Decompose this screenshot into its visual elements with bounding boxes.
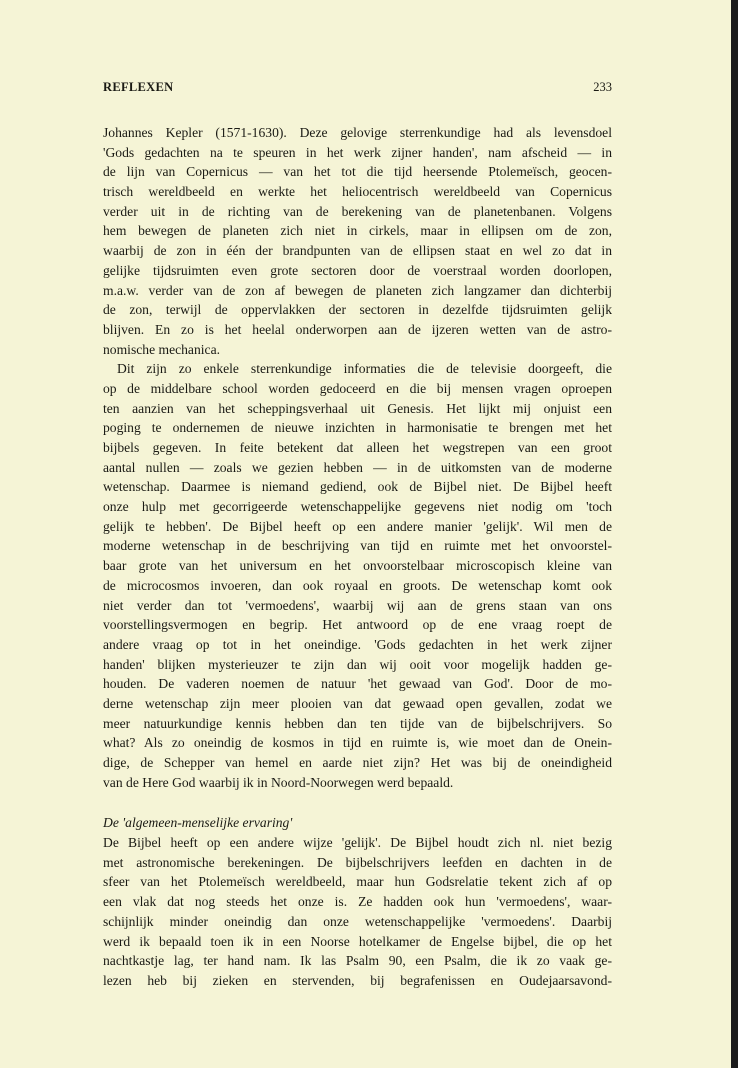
text-line: ten aanzien van het scheppingsverhaal uit Genesis. Het lijkt mij onjuist een [103, 400, 612, 416]
text-line: werd ik bepaald toen ik in een Noorse hotelkamer de Engelse bijbel, die op het [103, 933, 612, 949]
running-title: REFLEXEN [103, 80, 174, 94]
body-text [103, 123, 612, 991]
text-line: onze hulp met gecorrigeerde wetenschappelijke gegevens niet nodig om 'toch [103, 499, 612, 515]
running-header [103, 80, 612, 100]
text-line: waarbij de zon in één der brandpunten van de ellipsen staat en wel zo dat in [103, 243, 612, 259]
text-line: lezen heb bij zieken en stervenden, bij begrafenissen en Oudejaarsavond- [103, 972, 612, 988]
text-line: een vlak dat nog steeds het onze is. Ze hadden ook hun 'vermoedens', waar- [103, 894, 612, 910]
text-line: moderne wetenschap in de beschrijving van tijd en ruimte met het onvoorstel- [103, 538, 612, 554]
text-line: andere vraag op tot in het oneindige. 'Gods gedachten in het werk zijner [103, 636, 612, 652]
section-heading: De 'algemeen-menselijke ervaring' [103, 815, 293, 831]
text-line: derne wetenschap zijn meer plooien van dat gewaad open gevallen, zodat we [103, 695, 612, 711]
text-line: op de middelbare school worden gedoceerd en die bij mensen vragen oproepen [103, 380, 612, 396]
text-line: gelijke tijdsruimten even grote sectoren door de voerstraal worden doorlopen, [103, 262, 612, 278]
text-line: schijnlijk minder oneindig dan onze wetenschappelijke 'vermoedens'. Daarbij [103, 913, 612, 929]
text-line: m.a.w. verder van de zon af bewegen de planeten zich langzamer dan dichterbij [103, 282, 612, 298]
text-line: De Bijbel heeft op een andere wijze 'gelijk'. De Bijbel houdt zich nl. niet bezig [103, 835, 612, 851]
text-line: handen' blijken mysterieuzer te zijn dan wij ooit voor mogelijk hadden ge- [103, 656, 612, 672]
text-line: sfeer van het Ptolemeïsch wereldbeeld, maar hun Godsrelatie tekent zich af op [103, 874, 612, 890]
page-number: 233 [593, 80, 612, 94]
text-line: Dit zijn zo enkele sterrenkundige informaties die de televisie doorgeeft, die [117, 361, 612, 377]
text-line: meer natuurkundige kennis hebben dan ten tijde van de bijbelschrijvers. So [103, 715, 612, 731]
text-line: what? Als zo oneindig de kosmos in tijd en ruimte is, wie moet dan de Onein- [103, 735, 612, 751]
text-line: poging te ondernemen de nieuwe inzichten in harmonisatie te brengen met het [103, 420, 612, 436]
text-line: bijbels gegeven. In feite betekent dat alleen het wegstrepen van een groot [103, 440, 612, 455]
text-line: de zon, terwijl de oppervlakken der sectoren in dezelfde tijdsruimten gelijk [103, 302, 612, 318]
text-line: baar grote van het universum en het onvoorstelbaar microscopisch kleine van [103, 558, 612, 574]
paragraph-kepler [103, 123, 612, 359]
text-line: wetenschap. Daarmee is niemand gediend, ook de Bijbel niet. De Bijbel heeft [103, 479, 612, 495]
text-line: van de Here God waarbij ik in Noord-Noorwegen werd bepaald. [103, 774, 454, 790]
text-line: aantal nullen — zoals we gezien hebben — in de uitkomsten van de moderne [103, 459, 612, 475]
text-line: verder uit in de richting van de berekening van de planetenbanen. Volgens [103, 203, 612, 219]
text-line: trisch wereldbeeld en werkte het heliocentrisch wereldbeeld van Copernicus [103, 184, 612, 200]
paragraph-televisie [103, 359, 612, 792]
text-line: de lijn van Copernicus — van het tot die tijd heersende Ptolemeïsch, geocen- [103, 164, 612, 180]
text-line: nomische mechanica. [103, 341, 221, 357]
text-line: 'Gods gedachten na te speuren in het werk zijner handen', nam afscheid — in [103, 144, 612, 160]
text-line: houden. De vaderen noemen de natuur 'het gewaad van God'. Door de mo- [103, 676, 612, 692]
text-line: Johannes Kepler (1571-1630). Deze gelovige sterrenkundige had als levensdoel [103, 125, 612, 140]
text-line: nachtkastje lag, ter hand nam. Ik las Psalm 90, een Psalm, die ik zo vaak ge- [103, 953, 612, 969]
scan-edge-border [731, 0, 738, 1068]
text-line: met astronomische berekeningen. De bijbelschrijvers leefden en dachten in de [103, 854, 612, 870]
section-gap [103, 792, 612, 813]
paragraph-bijbel [103, 833, 612, 991]
text-line: gelijk te hebben'. De Bijbel heeft op een andere manier 'gelijk'. Wil men de [103, 518, 612, 534]
text-line: voorstellingsvermogen en begrip. Het antwoord op de ene vraag roept de [103, 617, 612, 633]
text-line: dige, de Schepper van hemel en aarde niet zijn? Het was bij de oneindigheid [103, 755, 612, 770]
text-line: hem bewegen de planeten zich niet in cirkels, maar in ellipsen om de zon, [103, 223, 612, 239]
text-line: de microcosmos invoeren, dan ook royaal en groots. De wetenschap komt ook [103, 577, 612, 593]
text-line: niet verder dan tot 'vermoedens', waarbij wij aan de grens staan van ons [103, 597, 612, 613]
text-line: blijven. En zo is het heelal onderworpen aan de ijzeren wetten van de astro- [103, 321, 612, 337]
